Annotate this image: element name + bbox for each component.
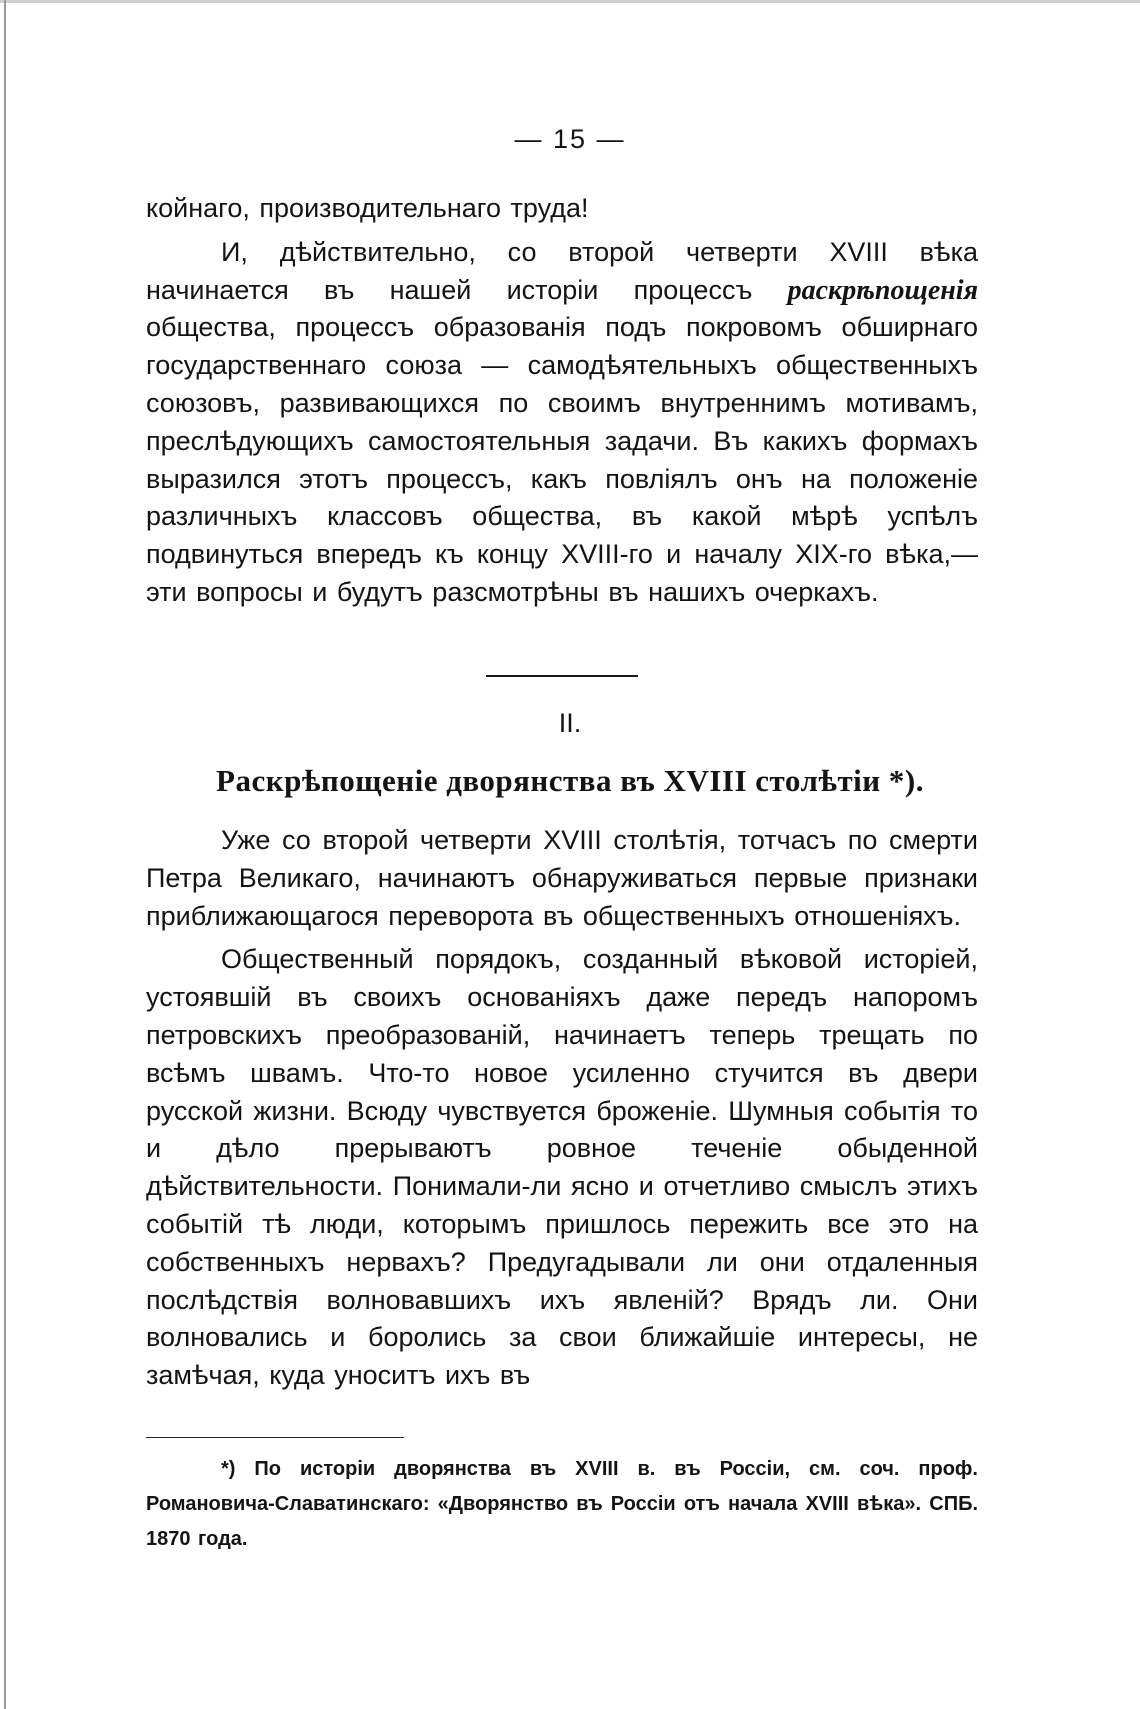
body-paragraph: Уже со второй четверти XVIII столѣтія, тотчасъ по смерти Петра Великаго, начинаютъ обнаруживаться первые признаки приближающагося переворота въ общественныхъ отношеніяхъ. xyxy=(146,825,978,931)
scan-edge-top xyxy=(0,0,1140,3)
footnote-divider xyxy=(146,1437,404,1438)
footnote: *) По исторіи дворянства въ XVIII в. въ Россіи, см. соч. проф. Романовича-Славатинскаго: «Дворянство въ Россіи отъ начала XVIII вѣка». СПБ. 1870 года. xyxy=(146,1458,978,1550)
section-number: II. xyxy=(558,708,582,738)
intro-text-block xyxy=(146,190,978,612)
body-paragraph: Общественный порядокъ, созданный вѣковой исторіей, устоявшій въ своихъ основаніяхъ даже передъ напоромъ петровскихъ преобразованій, начинаетъ теперь трещать по всѣмъ швамъ. Что-то новое усиленно стучится въ двери русской жизни. Всюду чувствуется броженіе. Шумныя событія то и дѣло прерываютъ ровное теченіе обыденной дѣйствительности. Понимали-ли ясно и отчетливо смыслъ этихъ событій тѣ люди, которымъ пришлось пережить все это на собственныхъ нервахъ? Предугадывали ли они отдаленныя послѣдствія волновавшихъ ихъ явленій? Врядъ ли. Они волновались и боролись за свои ближайшіе интересы, не замѣчая, куда уноситъ ихъ въ xyxy=(146,944,978,1391)
section-divider xyxy=(486,675,638,677)
section-body xyxy=(146,822,978,1395)
section-title: Раскрѣпощеніе дворянства въ XVIII столѣтіи *). xyxy=(216,763,924,798)
intro-paragraph-start: И, дѣйствительно, со второй четверти XVIII вѣка начинается въ нашей исторіи процессъ xyxy=(146,236,978,305)
intro-paragraph xyxy=(146,234,978,612)
page-number: — 15 — xyxy=(514,124,626,154)
intro-paragraph-end: общества, процессъ образованія подъ покровомъ обширнаго государственнаго союза — самодѣятельныхъ общественныхъ союзовъ, развивающихся по своимъ внутреннимъ мотивамъ, преслѣдующихъ самостоятельныя задачи. Въ какихъ формахъ выразился этотъ процессъ, какъ повліялъ онъ на положеніе различныхъ классовъ общества, въ какой мѣрѣ успѣлъ подвинуться впередъ къ концу XVIII-го и началу XIX-го вѣка,—эти вопросы и будутъ разсмотрѣны въ нашихъ очеркахъ. xyxy=(146,312,978,607)
continuation-paragraph: койнаго, производительнаго труда! xyxy=(146,193,589,223)
emphasized-term: раскрѣпощенія xyxy=(787,274,978,306)
scan-edge-left xyxy=(4,0,6,1709)
